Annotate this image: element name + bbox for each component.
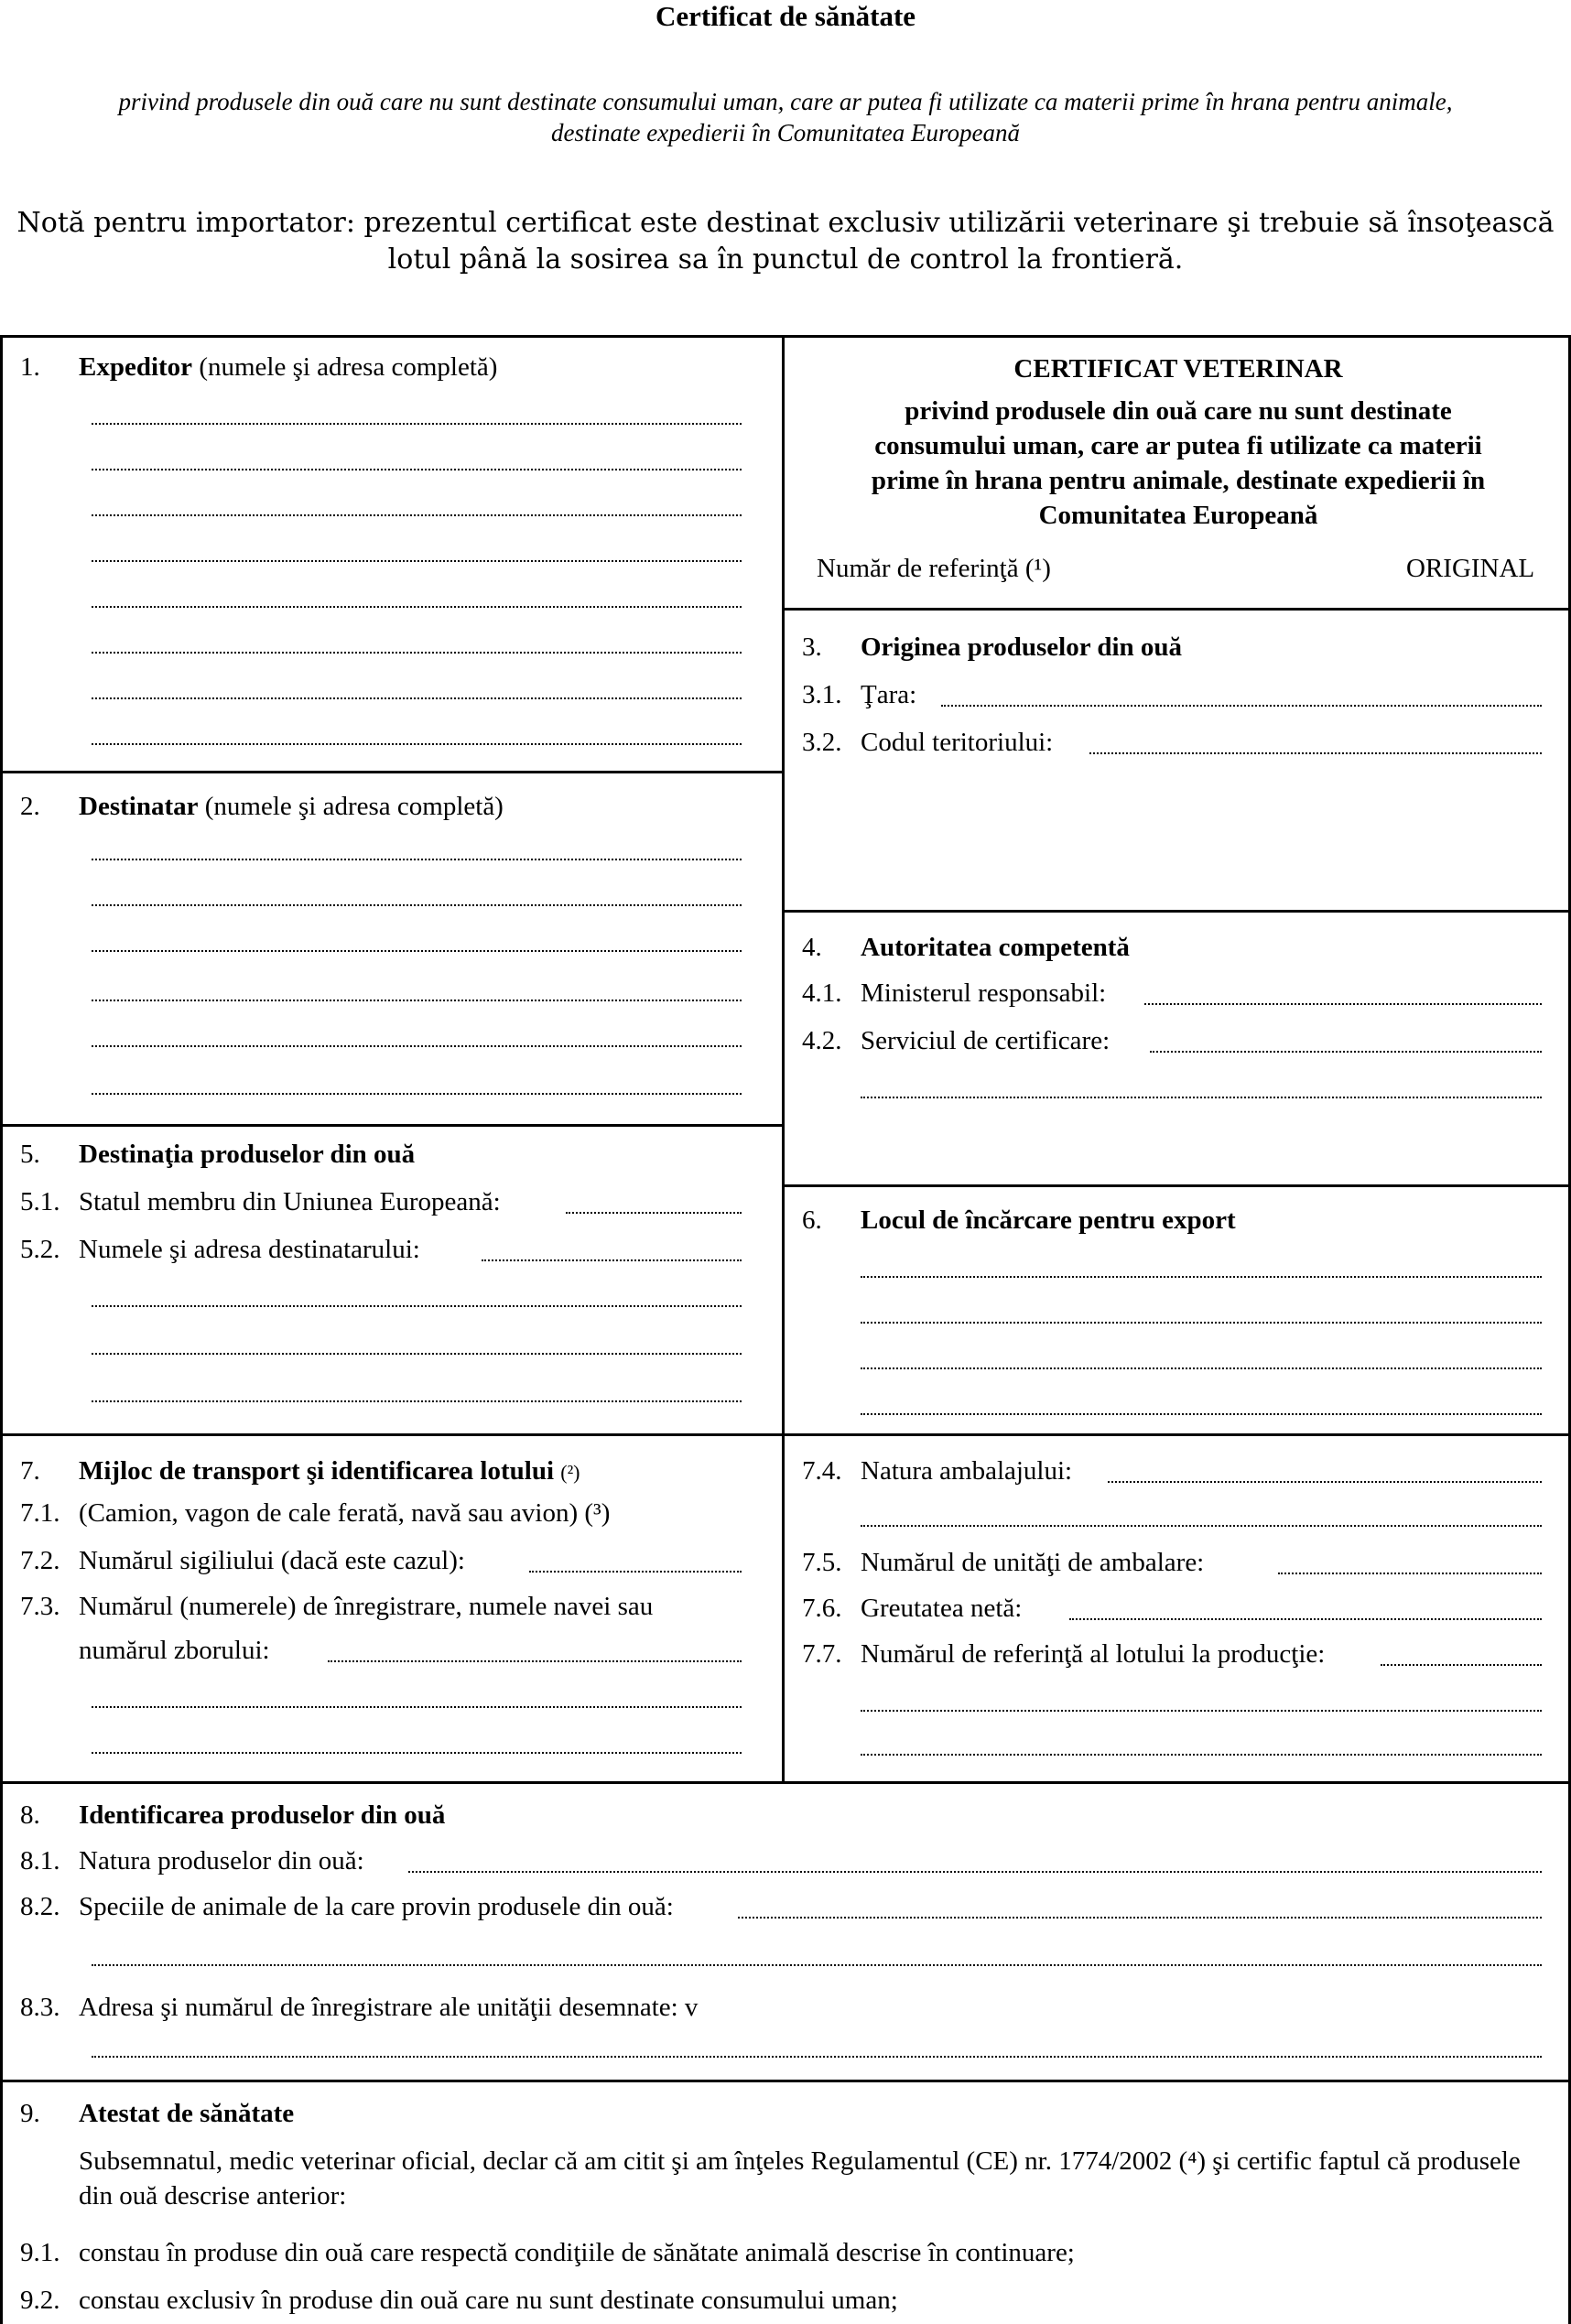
field-1-entry-line[interactable]	[92, 513, 742, 516]
importer-note-line-2: lotul până la sosirea sa în punctul de control la frontieră.	[387, 243, 1184, 276]
field-6-header	[802, 1205, 1236, 1236]
column-divider	[782, 335, 785, 1783]
loading-place-entry-line[interactable]	[861, 1366, 1542, 1369]
country-entry-line[interactable]	[941, 703, 1542, 707]
divider-box1-box2	[0, 771, 784, 773]
registration-entry-line[interactable]	[328, 1659, 742, 1662]
registration-entry-line-3[interactable]	[92, 1750, 742, 1754]
field-3-2	[802, 727, 1053, 758]
loading-place-entry-line[interactable]	[861, 1274, 1542, 1278]
field-8-1	[20, 1845, 364, 1876]
field-5-1-number: 5.1.	[20, 1187, 60, 1216]
divider-box4-box6	[782, 1184, 1571, 1187]
field-1-entry-line[interactable]	[92, 650, 742, 654]
field-4-1-number: 4.1.	[802, 978, 842, 1008]
divider-box3-box4	[782, 910, 1571, 913]
field-7-3	[20, 1591, 653, 1622]
field-7-3-number: 7.3.	[20, 1592, 60, 1621]
subtitle-line-2: destinate expedierii în Comunitatea Europeană	[551, 119, 1020, 146]
field-6-label: Locul de încărcare pentru export	[861, 1205, 1236, 1235]
subtitle-line-1: privind produsele din ouă care nu sunt destinate consumului uman, care ar putea fi utilizate ca materii prime în hrana pentru animale,	[118, 88, 1453, 115]
divider-row-8	[0, 1781, 1571, 1784]
field-8-2-label: Speciile de animale de la care provin produsele din ouă:	[79, 1892, 674, 1921]
field-5-number: 5.	[20, 1140, 40, 1169]
divider-row-9	[0, 2080, 1571, 2082]
field-4-1	[802, 978, 1106, 1009]
field-3-2-number: 3.2.	[802, 728, 842, 757]
field-3-label: Originea produselor din ouă	[861, 632, 1183, 662]
registration-entry-line-2[interactable]	[92, 1704, 742, 1708]
batch-reference-entry-line-2[interactable]	[861, 1708, 1542, 1712]
member-state-entry-line[interactable]	[566, 1210, 742, 1214]
field-7-3-continuation: numărul zborului:	[79, 1636, 270, 1665]
field-5-header	[20, 1139, 415, 1170]
batch-reference-entry-line[interactable]	[1381, 1662, 1542, 1666]
field-9-2-number: 9.2.	[20, 2286, 60, 2315]
field-9-number: 9.	[20, 2099, 40, 2128]
field-3-number: 3.	[802, 632, 822, 662]
divider-box2-box5	[0, 1124, 784, 1127]
field-9-1-number: 9.1.	[20, 2238, 60, 2267]
field-4-2-label: Serviciul de certificare:	[861, 1026, 1111, 1055]
field-8-2-number: 8.2.	[20, 1892, 60, 1921]
field-4-1-label: Ministerul responsabil:	[861, 978, 1107, 1008]
field-2-entry-line[interactable]	[92, 998, 742, 1001]
field-4-2	[802, 1025, 1110, 1056]
egg-product-nature-entry-line[interactable]	[408, 1869, 1542, 1873]
certificate-frame	[0, 335, 1571, 2324]
field-7-6-number: 7.6.	[802, 1594, 842, 1623]
field-7-1-label: (Camion, vagon de cale ferată, navă sau avion) (³)	[79, 1498, 611, 1528]
field-7-7-label: Numărul de referinţă al lotului la producţie:	[861, 1639, 1326, 1669]
loading-place-entry-line[interactable]	[861, 1411, 1542, 1415]
field-1-entry-line[interactable]	[92, 604, 742, 608]
field-3-2-label: Codul teritoriului:	[861, 728, 1054, 757]
field-3-1-label: Ţara:	[861, 680, 917, 709]
net-weight-entry-line[interactable]	[1069, 1616, 1542, 1620]
field-4-header	[802, 932, 1130, 963]
vet-certificate-line-4: Comunitatea Europeană	[1038, 501, 1318, 530]
field-3-1-number: 3.1.	[802, 680, 842, 709]
field-7-7-number: 7.7.	[802, 1639, 842, 1669]
field-2-hint: (numele şi adresa completă)	[204, 792, 504, 821]
field-7-1	[20, 1497, 610, 1529]
original-label: ORIGINAL	[1406, 554, 1535, 583]
field-7-5-number: 7.5.	[802, 1548, 842, 1577]
field-5-2-number: 5.2.	[20, 1235, 60, 1264]
vet-certificate-line-1: privind produsele din ouă care nu sunt destinate	[905, 396, 1452, 426]
field-4-2-number: 4.2.	[802, 1026, 842, 1055]
vet-certificate-title: CERTIFICAT VETERINAR	[1013, 354, 1343, 384]
certification-service-entry-line[interactable]	[1150, 1049, 1542, 1053]
field-1-entry-line[interactable]	[92, 421, 742, 425]
field-1-entry-line[interactable]	[92, 741, 742, 745]
field-7-2-number: 7.2.	[20, 1546, 60, 1575]
field-2-entry-line[interactable]	[92, 857, 742, 860]
field-2-entry-line[interactable]	[92, 1091, 742, 1095]
batch-reference-entry-line-3[interactable]	[861, 1752, 1542, 1756]
field-7-4	[802, 1455, 1072, 1486]
field-7-6	[802, 1593, 1022, 1624]
field-8-label: Identificarea produselor din ouă	[79, 1800, 446, 1830]
field-9-2	[20, 2285, 898, 2316]
field-3-1	[802, 679, 916, 710]
field-1-label: Expeditor	[79, 352, 193, 382]
field-9-header	[20, 2098, 294, 2129]
field-2-number: 2.	[20, 792, 40, 821]
field-5-2-label: Numele şi adresa destinatarului:	[79, 1235, 420, 1264]
field-4-number: 4.	[802, 933, 822, 962]
field-8-header	[20, 1800, 445, 1831]
field-7-2-label: Numărul sigiliului (dacă este cazul):	[79, 1546, 465, 1575]
establishment-entry-line[interactable]	[92, 2054, 1542, 2058]
field-2-header	[20, 791, 504, 822]
consignee-entry-line[interactable]	[482, 1258, 742, 1261]
field-8-2	[20, 1891, 674, 1922]
field-8-3-number: 8.3.	[20, 1993, 60, 2022]
field-7-7	[802, 1638, 1325, 1670]
field-7-header	[20, 1455, 580, 1488]
field-8-1-number: 8.1.	[20, 1846, 60, 1875]
field-1-hint: (numele şi adresa completă)	[199, 352, 498, 382]
package-count-entry-line[interactable]	[1278, 1571, 1542, 1574]
reference-number-label: Număr de referinţă (¹)	[817, 554, 1051, 583]
field-7-3-label: Numărul (numerele) de înregistrare, numele navei sau	[79, 1592, 654, 1621]
field-1-number: 1.	[20, 352, 40, 382]
territory-code-entry-line[interactable]	[1089, 751, 1542, 754]
vet-certificate-line-3: prime în hrana pentru animale, destinate expedierii în	[871, 466, 1486, 495]
field-7-2	[20, 1545, 465, 1576]
divider-vet-box3	[782, 608, 1571, 611]
ministry-entry-line[interactable]	[1144, 1001, 1542, 1005]
field-7-5	[802, 1547, 1204, 1578]
field-3-header	[802, 632, 1182, 663]
field-8-3-label: Adresa şi numărul de înregistrare ale unităţii desemnate: v	[79, 1993, 699, 2022]
consignee-entry-line-2[interactable]	[92, 1303, 742, 1307]
animal-species-entry-line-2[interactable]	[92, 1962, 1542, 1966]
field-5-label: Destinaţia produselor din ouă	[79, 1140, 416, 1169]
field-8-number: 8.	[20, 1800, 40, 1830]
field-7-6-label: Greutatea netă:	[861, 1594, 1023, 1623]
consignee-entry-line-4[interactable]	[92, 1399, 742, 1402]
field-8-1-label: Natura produselor din ouă:	[79, 1846, 364, 1875]
field-9-2-label: constau exclusiv în produse din ouă care nu sunt destinate consumului uman;	[79, 2286, 898, 2315]
field-2-entry-line[interactable]	[92, 903, 742, 906]
field-9-1	[20, 2237, 1075, 2268]
field-4-label: Autoritatea competentă	[861, 933, 1130, 962]
importer-note-line-1: Notă pentru importator: prezentul certificat este destinat exclusiv utilizării veterinare şi trebuie să însoţească	[16, 207, 1555, 239]
field-1-entry-line[interactable]	[92, 696, 742, 699]
field-5-1	[20, 1186, 501, 1217]
field-7-4-number: 7.4.	[802, 1456, 842, 1486]
page-title: Certificat de sănătate	[655, 0, 916, 32]
packaging-nature-entry-line-2[interactable]	[861, 1523, 1542, 1527]
field-2-entry-line[interactable]	[92, 1043, 742, 1047]
vet-certificate-line-2: consumului uman, care ar putea fi utilizate ca materii	[874, 431, 1482, 460]
field-1-entry-line[interactable]	[92, 558, 742, 562]
divider-row-7	[0, 1433, 1571, 1436]
consignee-entry-line-3[interactable]	[92, 1351, 742, 1355]
health-attestation-paragraph: Subsemnatul, medic veterinar oficial, declar că am citit şi am înţeles Regulamentul (CE) nr. 1774/2002 (⁴) şi certific faptul că produsele din ouă descrise anterior:	[79, 2146, 1521, 2211]
field-2-entry-line[interactable]	[92, 948, 742, 952]
field-7-1-number: 7.1.	[20, 1498, 60, 1528]
animal-species-entry-line[interactable]	[738, 1915, 1542, 1919]
field-5-1-label: Statul membru din Uniunea Europeană:	[79, 1187, 501, 1216]
field-9-label: Atestat de sănătate	[79, 2099, 295, 2128]
seal-number-entry-line[interactable]	[529, 1569, 742, 1573]
field-7-5-label: Numărul de unităţi de ambalare:	[861, 1548, 1205, 1577]
field-7-note: (²)	[560, 1461, 580, 1484]
field-5-2	[20, 1234, 420, 1265]
packaging-nature-entry-line[interactable]	[1108, 1479, 1542, 1483]
field-2-label: Destinatar	[79, 792, 199, 821]
loading-place-entry-line[interactable]	[861, 1320, 1542, 1324]
field-7-label: Mijloc de transport şi identificarea lotului	[79, 1456, 554, 1486]
field-7-number: 7.	[20, 1456, 40, 1486]
field-6-number: 6.	[802, 1205, 822, 1235]
field-1-entry-line[interactable]	[92, 467, 742, 470]
field-9-1-label: constau în produse din ouă care respectă condiţiile de sănătate animală descrise în continuare;	[79, 2238, 1075, 2267]
certification-service-entry-line-2[interactable]	[861, 1095, 1542, 1098]
field-1-header	[20, 351, 497, 383]
field-8-3	[20, 1992, 698, 2023]
field-7-4-label: Natura ambalajului:	[861, 1456, 1073, 1486]
